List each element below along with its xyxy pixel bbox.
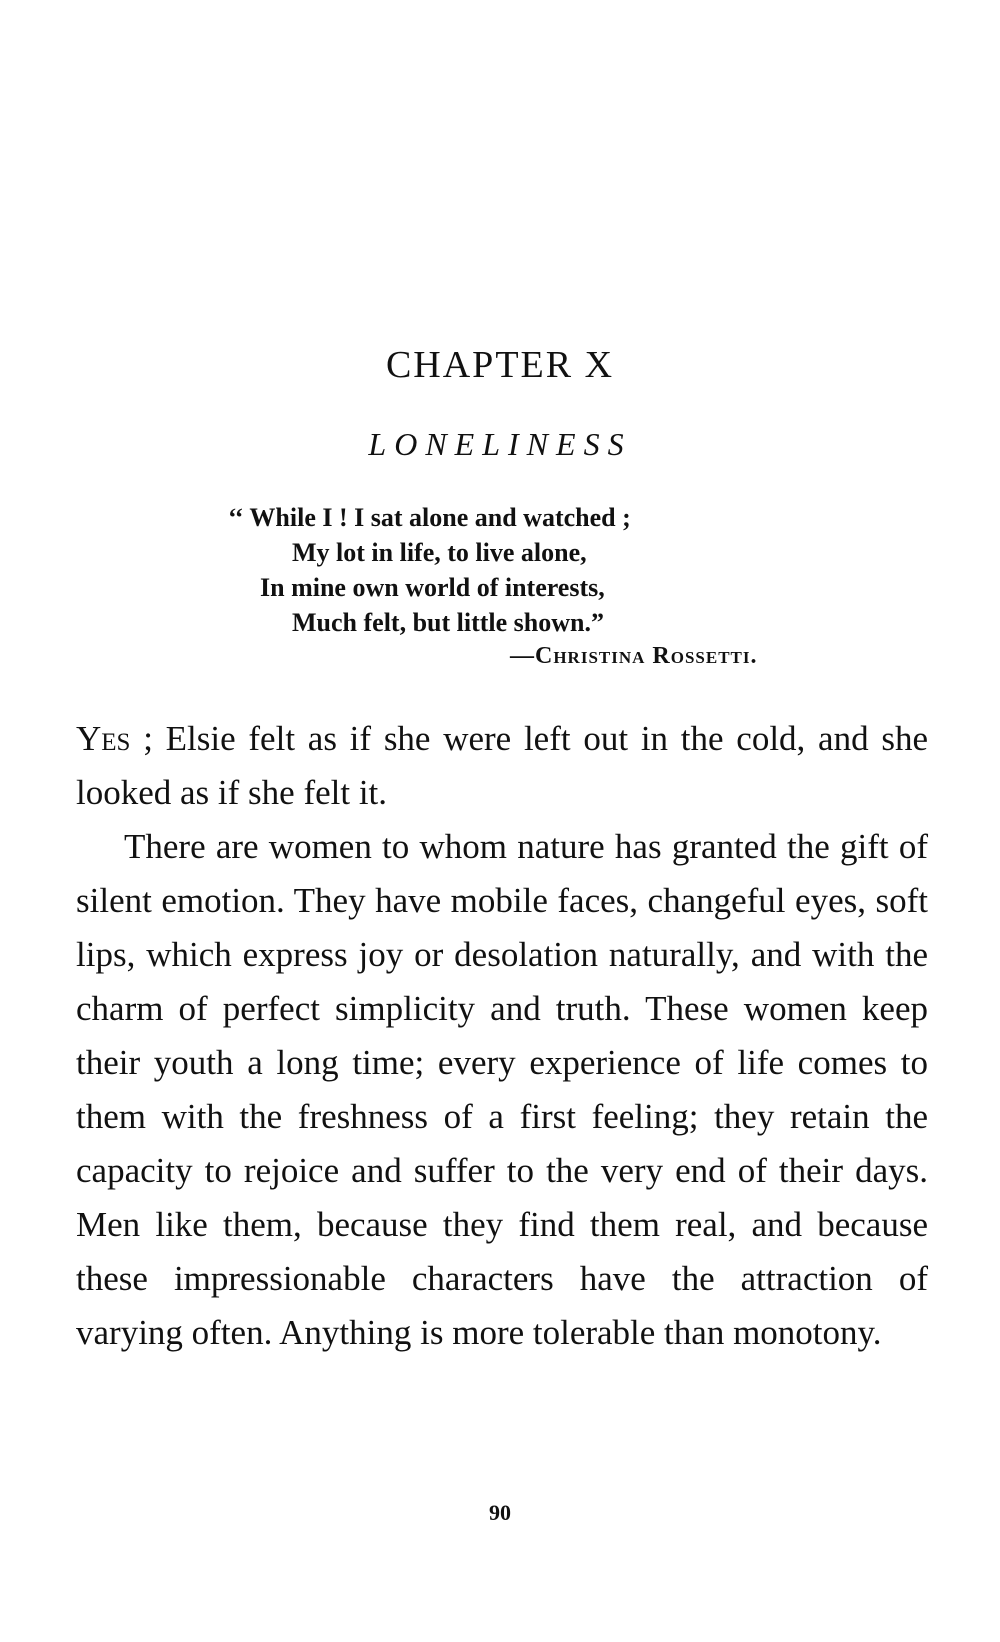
paragraph: There are women to whom nature has granted the gift of silent emotion. They have mobile faces, changeful eyes, soft lips, which express joy or desolation naturally, and with the charm of perfect simplicity and truth. These women keep their youth a long time; every experience of life comes to them with the freshness of a first feeling; they retain the capacity to rejoice and suffer to the very end of their days. Men like them, because they find them real, and because these impressionable characters have the attraction of varying often. Anything is more tolerable than monotony. [76,827,928,1352]
epigraph [228,500,631,640]
chapter-title: CHAPTER X [385,344,615,386]
epigraph-attribution: —Christina Rossetti. [510,643,758,669]
page-number: 90 [489,1500,511,1525]
chapter-subtitle: LONELINESS [368,426,632,462]
body-text [76,712,928,1360]
epigraph-line: My lot in life, to live alone, [292,538,587,567]
epigraph-line: In mine own world of interests, [260,573,605,602]
paragraph [76,712,928,820]
lead-word: Yes [76,719,131,758]
epigraph-line: ‘‘ While I ! I sat alone and watched ; [228,503,631,532]
epigraph-line: Much felt, but little shown.” [292,608,604,637]
paragraph-text: ; Elsie felt as if she were left out in the cold, and she looked as if she felt it. [76,719,928,812]
